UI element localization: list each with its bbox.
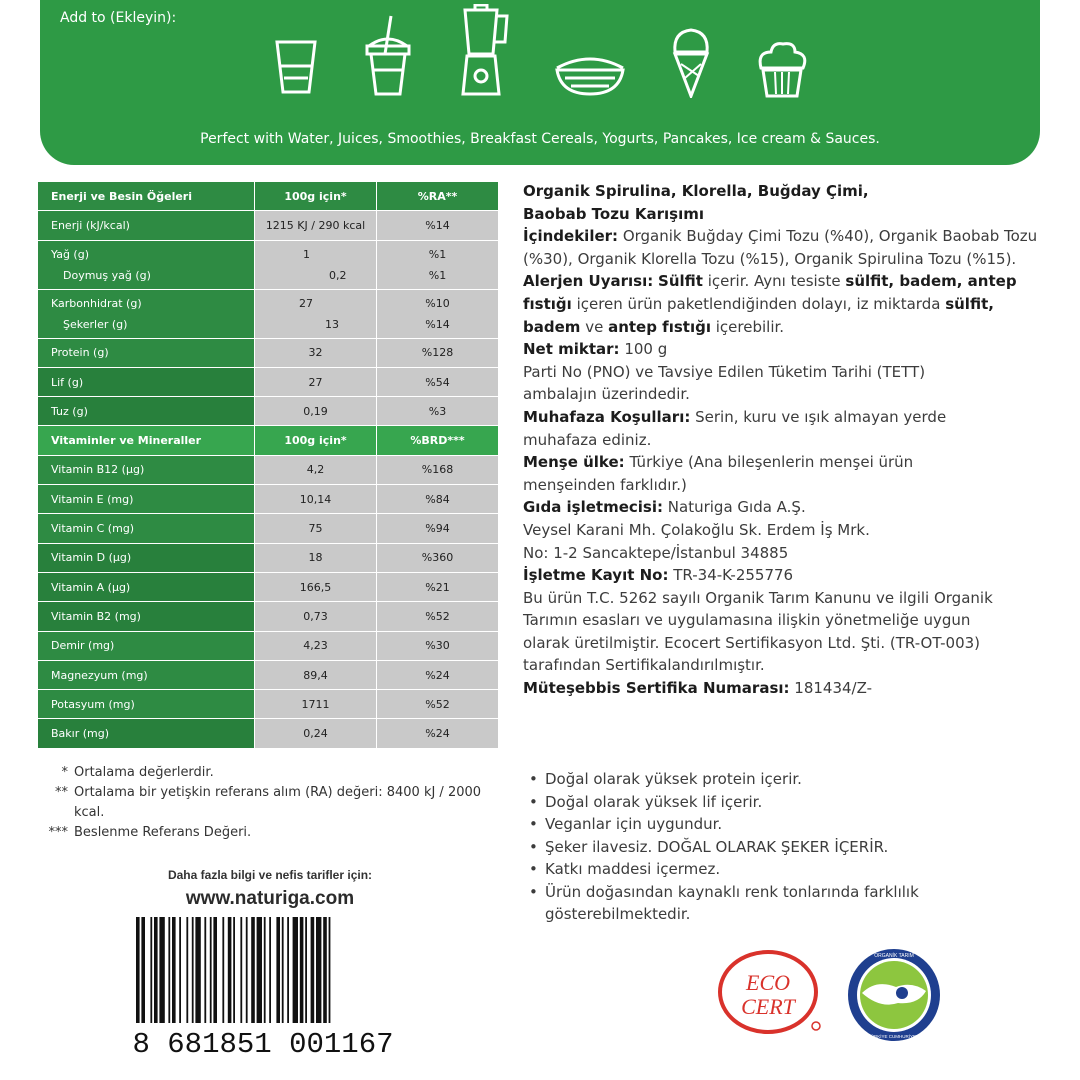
storage-conditions: Muhafaza Koşulları: Serin, kuru ve ışık almayan yerde muhafaza ediniz.	[523, 407, 947, 449]
row-value: 0,19	[255, 397, 377, 426]
row-label: Vitamin C (mg)	[38, 514, 255, 543]
header-nutrient: Enerji ve Besin Öğeleri	[38, 182, 255, 211]
fat-label: Yağ (g)	[51, 247, 89, 261]
product-name: Organik Spirulina, Klorella, Buğday Çimi, Baobab Tozu Karışımı	[523, 182, 869, 223]
barcode-number: 8 681851 001167	[132, 1028, 394, 1061]
row-label: Vitamin D (µg)	[38, 543, 255, 572]
row-label: Vitamin A (µg)	[38, 572, 255, 601]
country-of-origin: Menşe ülke: Türkiye (Ana bileşenlerin menşei ürün menşeinden farklıdır.)	[523, 453, 914, 494]
sugars-label: Şekerler (g)	[63, 317, 128, 331]
saturated-fat-percent: %1	[428, 268, 447, 282]
row-label: Vitamin B2 (mg)	[38, 602, 255, 631]
glass-icon	[271, 36, 321, 98]
barcode	[108, 915, 418, 1065]
organic-seal-logo	[846, 947, 942, 1043]
table-row	[38, 397, 499, 426]
svg-text:ORGANİK TARIM: ORGANİK TARIM	[874, 953, 914, 959]
food-operator: Gıda işletmecisi: Naturiga Gıda A.Ş.	[523, 498, 806, 517]
list-item: • Doğal olarak yüksek lif içerir.	[528, 791, 1028, 814]
row-label	[38, 289, 255, 338]
footnote-text: Beslenme Referans Değeri.	[74, 825, 252, 840]
row-percent: %3	[377, 397, 499, 426]
table-row	[38, 367, 499, 396]
table-row	[38, 719, 499, 748]
row-percent: %360	[377, 543, 499, 572]
row-label: Tuz (g)	[38, 397, 255, 426]
row-percent	[377, 289, 499, 338]
header-brd: %BRD***	[377, 426, 499, 455]
row-value: 0,73	[255, 602, 377, 631]
carbs-label: Karbonhidrat (g)	[51, 296, 142, 310]
row-value: 1711	[255, 690, 377, 719]
certificate-number: Müteşebbis Sertifika Numarası: 181434/Z-	[523, 679, 873, 698]
row-value: 1215 KJ / 290 kcal	[255, 211, 377, 240]
row-label	[38, 240, 255, 289]
claims-list	[528, 768, 1028, 926]
list-item: • Katkı maddesi içermez.	[528, 858, 1028, 881]
row-value: 166,5	[255, 572, 377, 601]
muffin-icon	[755, 42, 809, 98]
fat-value: 1	[303, 247, 310, 261]
row-value: 4,23	[255, 631, 377, 660]
row-percent: %30	[377, 631, 499, 660]
footnote-mark: ***	[48, 825, 68, 840]
table-row	[38, 211, 499, 240]
row-value: 32	[255, 338, 377, 367]
cereal-bowl-icon	[553, 46, 627, 98]
row-value	[255, 240, 377, 289]
more-info-text: Daha fazla bilgi ve nefis tarifler için:	[167, 868, 373, 882]
row-label: Enerji (kJ/kcal)	[38, 211, 255, 240]
row-percent: %168	[377, 455, 499, 484]
row-percent: %84	[377, 485, 499, 514]
list-item: • Doğal olarak yüksek protein içerir.	[528, 768, 1028, 791]
blender-icon	[455, 4, 511, 98]
row-percent	[377, 240, 499, 289]
header-ra: %RA**	[377, 182, 499, 211]
table-row	[38, 690, 499, 719]
table-row	[38, 485, 499, 514]
row-label: Protein (g)	[38, 338, 255, 367]
table-row	[38, 338, 499, 367]
saturated-fat-value: 0,2	[329, 268, 347, 282]
row-value: 10,14	[255, 485, 377, 514]
sugars-percent: %14	[425, 317, 450, 331]
net-quantity: Net miktar: 100 g	[523, 340, 668, 359]
row-value: 0,24	[255, 719, 377, 748]
address-line: Veysel Karani Mh. Çolakoğlu Sk. Erdem İş Mrk.	[523, 520, 870, 539]
row-label: Vitamin B12 (µg)	[38, 455, 255, 484]
list-item: • Ürün doğasından kaynaklı renk tonlarında farklılık gösterebilmektedir.	[528, 881, 968, 926]
usage-banner	[40, 0, 1040, 165]
allergen-warning: Alerjen Uyarısı: Sülfit içerir. Aynı tesiste sülfit, badem, antep fıstığı içeren ürün paketlendiğinden dolayı, iz miktarda sülfit, badem ve antep fıstığı içerebilir.	[523, 272, 1017, 336]
banner-title: Add to (Ekleyin):	[60, 10, 177, 26]
row-label: Bakır (mg)	[38, 719, 255, 748]
table-row	[38, 455, 499, 484]
row-value: 4,2	[255, 455, 377, 484]
row-label: Potasyum (mg)	[38, 690, 255, 719]
law-compliance: Bu ürün T.C. 5262 sayılı Organik Tarım Kanunu ve ilgili Organik Tarımın esasları ve uygulamasına ilişkin yönetmeliğe uygun olarak üretilmiştir. Ecocert Sertifikasyon Ltd. Şti. (TR-OT-003) tarafından Sertifikalandırılmıştır.	[523, 588, 993, 675]
row-percent: %14	[377, 211, 499, 240]
row-percent: %94	[377, 514, 499, 543]
header-vitamins: Vitaminler ve Mineraller	[38, 426, 255, 455]
svg-text:TÜRKİYE CUMHURİYETİ: TÜRKİYE CUMHURİYETİ	[867, 1034, 921, 1039]
row-percent: %54	[377, 367, 499, 396]
list-item: • Şeker ilavesiz. DOĞAL OLARAK ŞEKER İÇERİR.	[528, 836, 1028, 859]
footnote-text: Ortalama değerlerdir.	[74, 765, 214, 780]
footnote	[40, 823, 510, 843]
carbs-value: 27	[299, 296, 313, 310]
fat-percent: %1	[428, 247, 447, 261]
row-percent: %128	[377, 338, 499, 367]
header-per100g: 100g için*	[255, 426, 377, 455]
row-label: Vitamin E (mg)	[38, 485, 255, 514]
smoothie-cup-icon	[363, 14, 413, 98]
table-row	[38, 543, 499, 572]
ice-cream-icon	[669, 26, 713, 98]
table-header-row	[38, 182, 499, 211]
row-value	[255, 289, 377, 338]
footnotes	[40, 763, 510, 843]
saturated-fat-label: Doymuş yağ (g)	[63, 268, 151, 282]
address-line: No: 1-2 Sancaktepe/İstanbul 34885	[523, 543, 789, 562]
row-percent: %52	[377, 602, 499, 631]
ingredients: İçindekiler: Organik Buğday Çimi Tozu (%40), Organik Baobab Tozu (%30), Organik Klorella Tozu (%15), Organik Spirulina Tozu (%15).	[523, 227, 1038, 268]
registration-number: İşletme Kayıt No: TR-34-K-255776	[523, 566, 794, 585]
row-percent: %52	[377, 690, 499, 719]
carbs-percent: %10	[425, 296, 450, 310]
footnote-mark: **	[55, 785, 68, 800]
row-label: Demir (mg)	[38, 631, 255, 660]
row-label: Lif (g)	[38, 367, 255, 396]
nutrition-table	[37, 181, 499, 749]
footnote-text: Ortalama bir yetişkin referans alım (RA) değeri: 8400 kJ / 2000 kcal.	[74, 785, 482, 820]
sugars-value: 13	[325, 317, 339, 331]
svg-text:CERT: CERT	[741, 994, 795, 1019]
table-row	[38, 572, 499, 601]
ecocert-logo	[716, 948, 826, 1038]
header-per100g: 100g için*	[255, 182, 377, 211]
table-row	[38, 514, 499, 543]
row-percent: %24	[377, 660, 499, 689]
row-value: 89,4	[255, 660, 377, 689]
table-row	[38, 240, 499, 289]
row-percent: %21	[377, 572, 499, 601]
row-percent: %24	[377, 719, 499, 748]
row-value: 18	[255, 543, 377, 572]
vitamins-header-row	[38, 426, 499, 455]
usage-icons	[40, 18, 1040, 98]
footnote-mark: *	[61, 765, 68, 780]
website-link[interactable]: www.naturiga.com	[185, 888, 355, 909]
product-info	[523, 180, 1053, 700]
footnote	[40, 783, 510, 823]
table-row	[38, 631, 499, 660]
row-value: 27	[255, 367, 377, 396]
table-row	[38, 660, 499, 689]
lot-info: Parti No (PNO) ve Tavsiye Edilen Tüketim Tarihi (TETT) ambalajın üzerindedir.	[523, 362, 926, 404]
table-row	[38, 289, 499, 338]
row-label: Magnezyum (mg)	[38, 660, 255, 689]
svg-text:ECO: ECO	[746, 970, 790, 995]
table-row	[38, 602, 499, 631]
footnote	[40, 763, 510, 783]
usage-caption: Perfect with Water, Juices, Smoothies, Breakfast Cereals, Yogurts, Pancakes, Ice cream & Sauces.	[200, 131, 880, 147]
list-item: • Veganlar için uygundur.	[528, 813, 1028, 836]
row-value: 75	[255, 514, 377, 543]
